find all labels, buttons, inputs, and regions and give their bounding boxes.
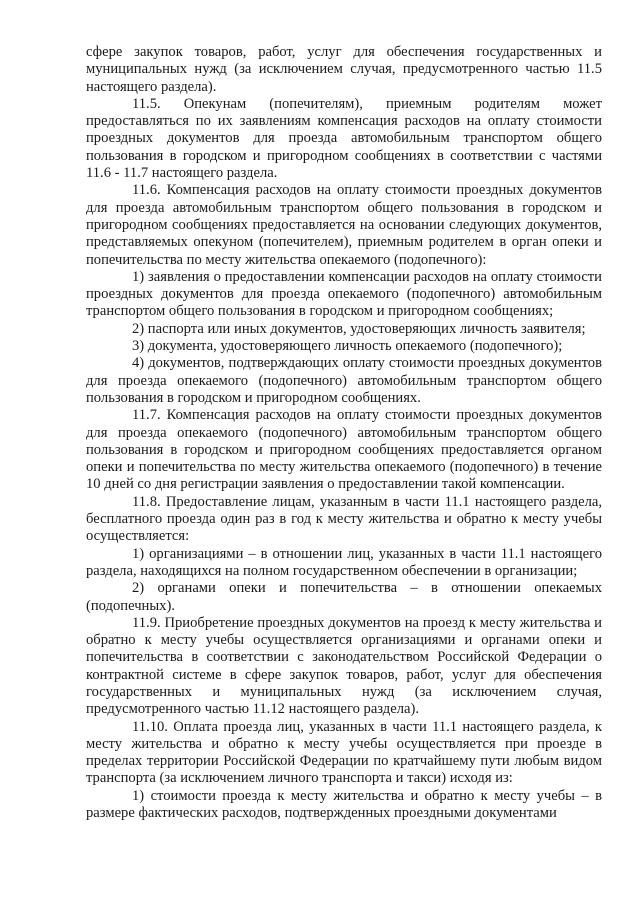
paragraph-11-10: 11.10. Оплата проезда лиц, указанных в части 11.1 настоящего раздела, к месту жительства и обратно к месту учебы осуществляется при проезде в пределах территории Российской Федерации по кратчайшему пути любым видом транспорта (за исключением личного транспорта и такси) исходя из: bbox=[86, 718, 602, 787]
paragraph-11-6-item-3: 3) документа, удостоверяющего личность опекаемого (подопечного); bbox=[132, 338, 563, 355]
paragraph-11-6-item-1: 1) заявления о предоставлении компенсации расходов на оплату стоимости проездных документов для проезда опекаемого (подопечного) автомобильным транспортом общего пользования в городском и пригородном сообщениях; bbox=[86, 268, 602, 320]
paragraph-continuation: сфере закупок товаров, работ, услуг для обеспечения государственных и муниципальных нужд (за исключением случая, предусмотренного частью 11.5 настоящего раздела). bbox=[86, 44, 602, 95]
paragraph-11-10-item-1: 1) стоимости проезда к месту жительства и обратно к месту учебы – в размере фактических расходов, подтвержденных проездными документами bbox=[86, 787, 602, 822]
paragraph-11-6: 11.6. Компенсация расходов на оплату стоимости проездных документов для проезда автомобильным транспортом общего пользования в городском и пригородном сообщениях предоставляется на основании следующих документов, представляемых опекуном (попечителем), приемным родителем в орган опеки и попечительства по месту жительства опекаемого (подопечного): bbox=[86, 182, 602, 268]
paragraph-11-8-item-2: 2) органами опеки и попечительства – в отношении опекаемых (подопечных). bbox=[86, 580, 602, 614]
paragraph-11-5: 11.5. Опекунам (попечителям), приемным родителям может предоставляться по их заявлениям компенсация расходов на оплату стоимости проездных документов для проезда автомобильным транспортом общего пользования в городском и пригородном сообщениях в соответствии с частями 11.6 - 11.7 настоящего раздела. bbox=[86, 95, 602, 182]
paragraph-11-8-item-1: 1) организациями – в отношении лиц, указанных в части 11.1 настоящего раздела, находящихся на полном государственном обеспечении в организации; bbox=[86, 545, 602, 579]
paragraph-11-6-item-4: 4) документов, подтверждающих оплату стоимости проездных документов для проезда опекаемого (подопечного) автомобильным транспортом общего пользования в городском и пригородном сообщениях. bbox=[86, 355, 602, 406]
paragraph-11-8: 11.8. Предоставление лицам, указанным в части 11.1 настоящего раздела, бесплатного проезда один раз в год к месту жительства и обратно к месту учебы осуществляется: bbox=[86, 493, 602, 545]
paragraph-11-6-item-2: 2) паспорта или иных документов, удостоверяющих личность заявителя; bbox=[132, 320, 586, 337]
paragraph-11-7: 11.7. Компенсация расходов на оплату стоимости проездных документов для проезда опекаемого (подопечного) автомобильным транспортом общего пользования в городском и пригородном сообщениях предоставляется органом опеки и попечительства по месту жительства опекаемого (подопечного) в течение 10 дней со дня регистрации заявления о предоставлении такой компенсации. bbox=[86, 407, 602, 493]
paragraph-11-9: 11.9. Приобретение проездных документов на проезд к месту жительства и обратно к месту учебы осуществляется организациями и органами опеки и попечительства в соответствии с законодательством Российской Федерации о контрактной системе в сфере закупок товаров, работ, услуг для обеспечения государственных и муниципальных нужд (за исключением случая, предусмотренного частью 11.12 настоящего раздела). bbox=[86, 614, 602, 718]
